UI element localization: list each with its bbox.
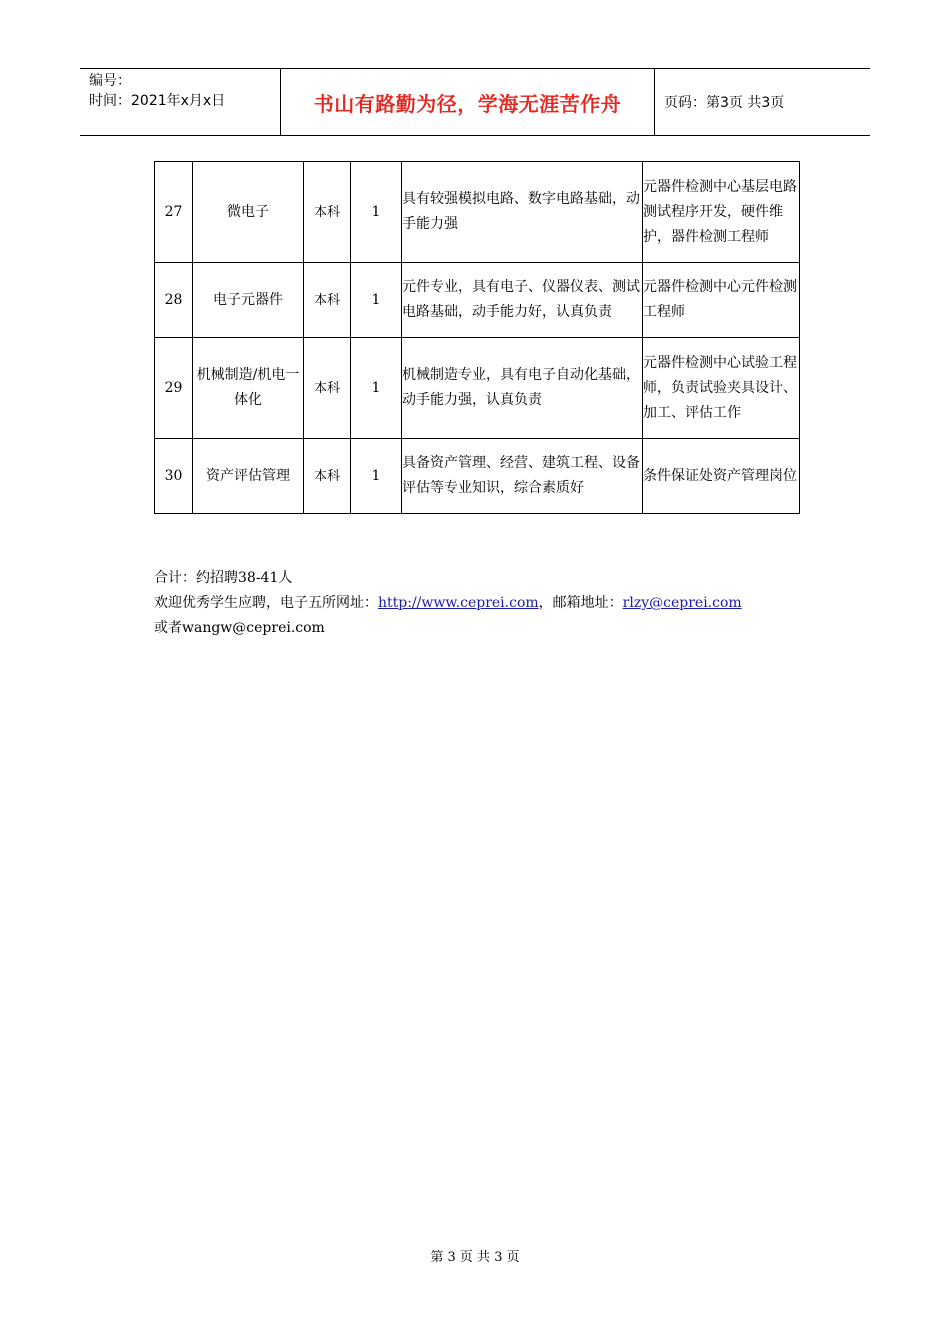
- row-major: 机械制造/机电一体化: [193, 338, 304, 439]
- total-line: 合计：约招聘38-41人: [154, 570, 293, 586]
- row-count: 1: [351, 162, 402, 263]
- row-position: 元器件检测中心试验工程师，负责试验夹具设计、加工、评估工作: [643, 338, 800, 439]
- row-major: 资产评估管理: [193, 439, 304, 514]
- row-requirement: 元件专业，具有电子、仪器仪表、测试电路基础，动手能力好，认真负责: [402, 263, 643, 338]
- row-number: 30: [155, 439, 193, 514]
- header-motto: 书山有路勤为径，学海无涯苦作舟: [281, 69, 655, 135]
- email-prefix: ，邮箱地址：: [538, 595, 623, 611]
- row-major: 电子元器件: [193, 263, 304, 338]
- row-count: 1: [351, 439, 402, 514]
- row-degree: 本科: [304, 162, 351, 263]
- header-page-label: 页码：第3页 共3页: [664, 95, 785, 111]
- row-requirement: 机械制造专业，具有电子自动化基础，动手能力强，认真负责: [402, 338, 643, 439]
- alt-email-line: 或者wangw@ceprei.com: [154, 620, 325, 636]
- recruitment-table: [154, 161, 800, 514]
- page-header: [80, 68, 870, 136]
- code-label: 编号：: [89, 73, 131, 89]
- row-degree: 本科: [304, 338, 351, 439]
- row-requirement: 具有较强模拟电路、数字电路基础，动手能力强: [402, 162, 643, 263]
- row-count: 1: [351, 263, 402, 338]
- page-footer: 第 3 页 共 3 页: [430, 1250, 520, 1265]
- time-label: 时间：2021年x月x日: [89, 93, 226, 109]
- row-position: 元器件检测中心元件检测工程师: [643, 263, 800, 338]
- table-row: [155, 439, 800, 514]
- row-number: 27: [155, 162, 193, 263]
- row-degree: 本科: [304, 263, 351, 338]
- table-row: [155, 338, 800, 439]
- table-row: [155, 263, 800, 338]
- row-degree: 本科: [304, 439, 351, 514]
- contact-line: [154, 591, 854, 616]
- website-link[interactable]: http://www.ceprei.com: [378, 595, 539, 611]
- email-link[interactable]: rlzy@ceprei.com: [622, 595, 742, 611]
- row-major: 微电子: [193, 162, 304, 263]
- row-number: 28: [155, 263, 193, 338]
- row-number: 29: [155, 338, 193, 439]
- row-requirement: 具备资产管理、经营、建筑工程、设备评估等专业知识，综合素质好: [402, 439, 643, 514]
- footer-notes: [154, 566, 854, 641]
- header-meta: [80, 69, 281, 135]
- row-position: 元器件检测中心基层电路测试程序开发，硬件维护，器件检测工程师: [643, 162, 800, 263]
- welcome-text: 欢迎优秀学生应聘，电子五所网址：: [154, 595, 378, 611]
- table-row: [155, 162, 800, 263]
- row-position: 条件保证处资产管理岗位: [643, 439, 800, 514]
- row-count: 1: [351, 338, 402, 439]
